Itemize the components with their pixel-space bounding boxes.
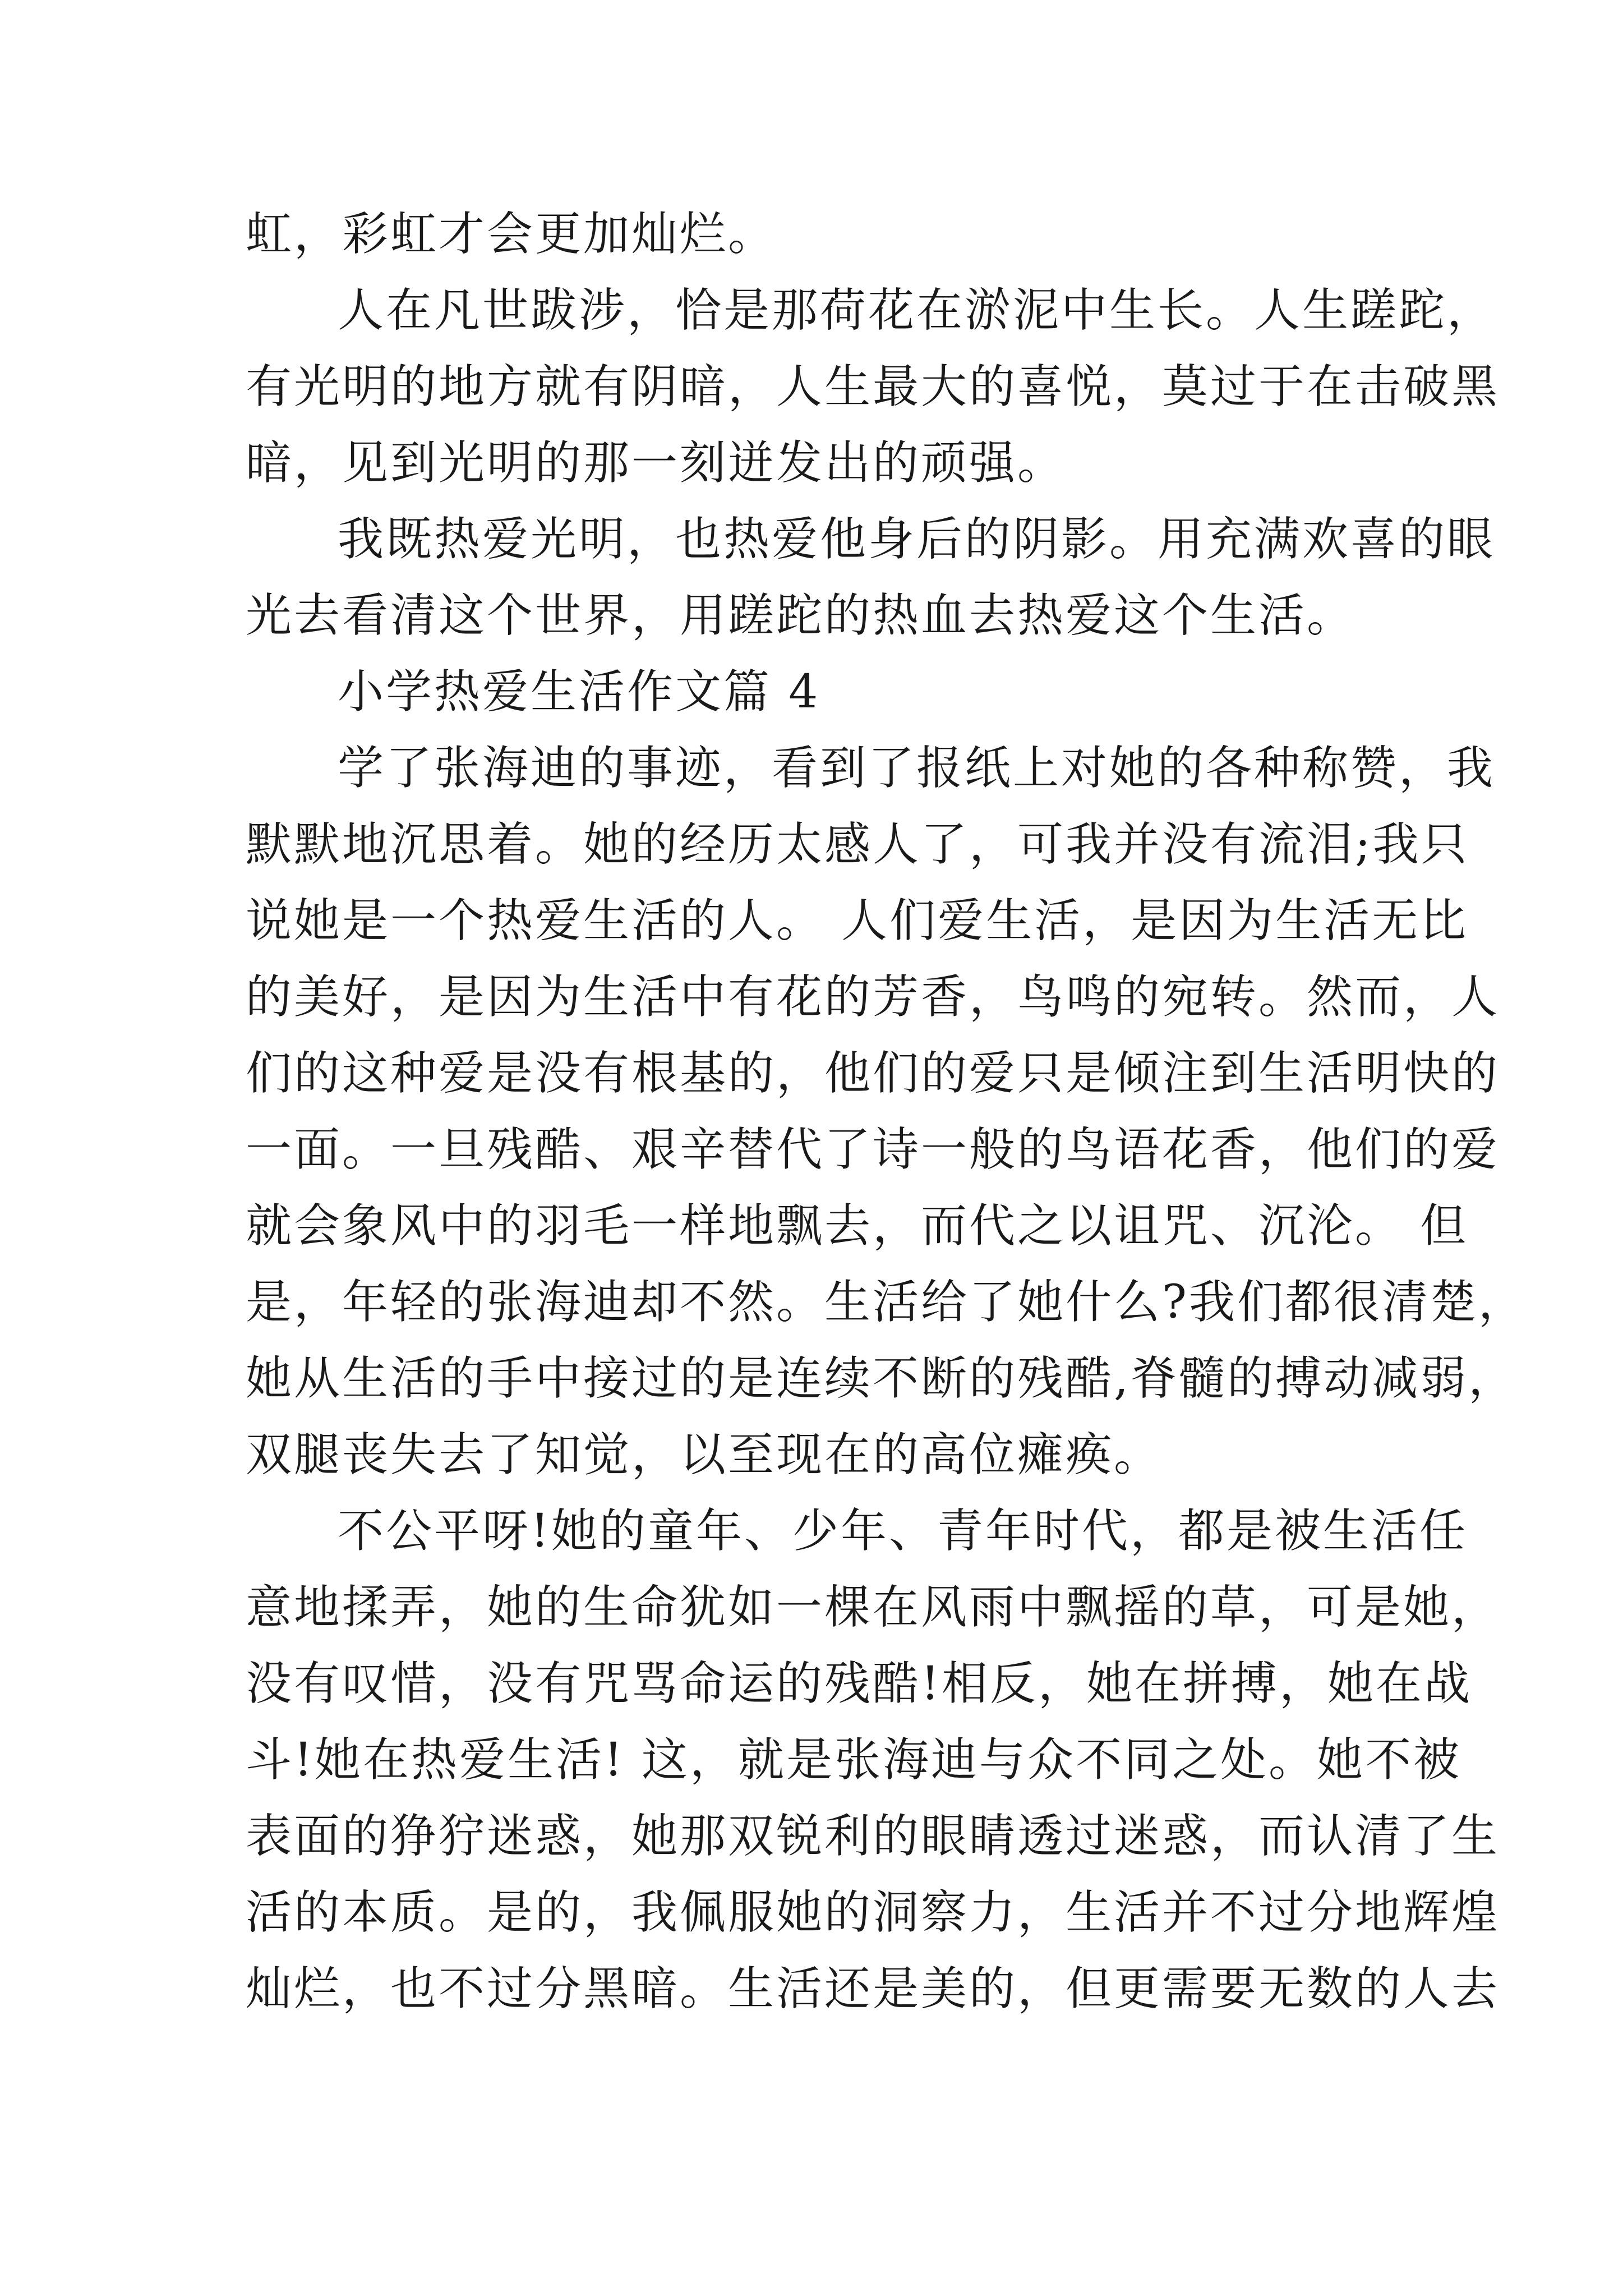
text-line: 意地揉弄，她的生命犹如一棵在风雨中飘摇的草，可是她， <box>246 1581 1500 1634</box>
text-line: 就会象风中的羽毛一样地飘去，而代之以诅咒、沉沦。 但 <box>246 1199 1469 1253</box>
text-line: 虹，彩虹才会更加灿烂。 <box>246 208 777 261</box>
text-line: 我既热爱光明，也热爱他身后的阴影。用充满欢喜的眼 <box>338 513 1496 566</box>
text-line: 说她是一个热爱生活的人。 人们爱生活，是因为生活无比 <box>246 894 1469 947</box>
text-line: 们的这种爱是没有根基的，他们的爱只是倾注到生活明快的 <box>246 1047 1500 1100</box>
text-line: 是，年轻的张海迪却不然。生活给了她什么?我们都很清楚， <box>246 1276 1527 1329</box>
text-line: 光去看清这个世界，用蹉跎的热血去热爱这个生活。 <box>246 589 1355 642</box>
text-line: 暗，见到光明的那一刻迸发出的顽强。 <box>246 436 1066 490</box>
text-line: 她从生活的手中接过的是连续不断的残酷,脊髓的搏动减弱， <box>246 1352 1517 1405</box>
text-line: 活的本质。是的，我佩服她的洞察力，生活并不过分地辉煌 <box>246 1886 1500 1939</box>
text-line: 不公平呀!她的童年、少年、青年时代，都是被生活任 <box>338 1504 1468 1558</box>
text-line: 双腿丧失去了知觉，以至现在的高位瘫痪。 <box>246 1428 1163 1481</box>
text-line: 学了张海迪的事迹，看到了报纸上对她的各种称赞，我 <box>338 742 1496 795</box>
text-line: 表面的狰狞迷惑，她那双锐利的眼睛透过迷惑，而认清了生 <box>246 1810 1500 1863</box>
text-line: 斗!她在热爱生活! 这，就是张海迪与众不同之处。她不被 <box>246 1733 1461 1787</box>
text-line: 灿烂，也不过分黑暗。生活还是美的，但更需要无数的人去 <box>246 1962 1500 2016</box>
text-line: 的美好，是因为生活中有花的芳香，鸟鸣的宛转。然而，人 <box>246 970 1500 1024</box>
section-heading: 小学热爱生活作文篇 4 <box>338 665 820 719</box>
text-line: 没有叹惜，没有咒骂命运的残酷!相反，她在拼搏，她在战 <box>246 1657 1472 1710</box>
text-line: 人在凡世跋涉，恰是那荷花在淤泥中生长。人生蹉跎， <box>338 284 1496 337</box>
text-line: 有光明的地方就有阴暗，人生最大的喜悦，莫过于在击破黑 <box>246 360 1500 413</box>
body-text <box>246 196 1527 2027</box>
text-line: 一面。一旦残酷、艰辛替代了诗一般的鸟语花香，他们的爱 <box>246 1123 1500 1176</box>
text-line: 默默地沉思着。她的经历太感人了，可我并没有流泪;我只 <box>246 818 1469 871</box>
